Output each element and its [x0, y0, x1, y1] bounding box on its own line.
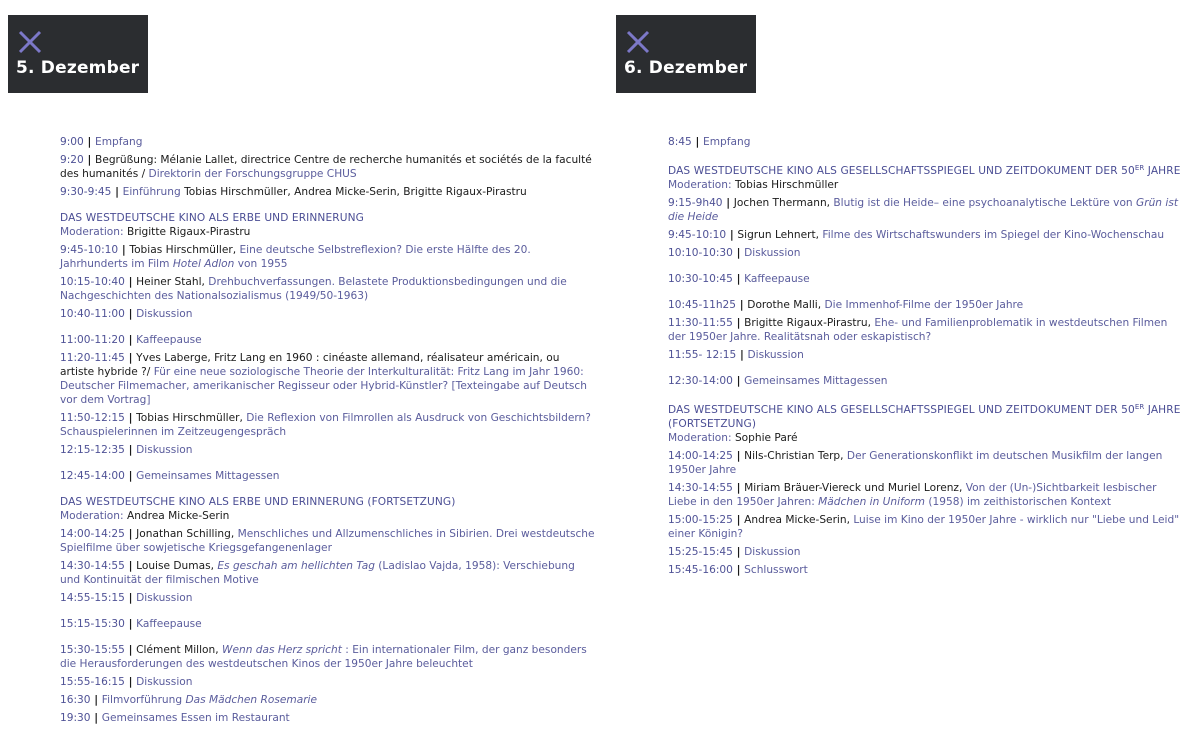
separator: | [732, 273, 745, 285]
item-title: Diskussion [136, 308, 193, 320]
item-title: Empfang [703, 136, 751, 148]
speaker-name: Tobias Hirschmüller, [129, 244, 237, 256]
day-header-1 [8, 15, 148, 93]
item-time: 15:45-16:00 [668, 564, 733, 576]
separator: | [732, 546, 745, 558]
day-header-2 [616, 15, 756, 93]
schedule-item [60, 333, 595, 347]
film-title: Es geschah am hellichten Tag [217, 560, 375, 572]
item-time: 9:20 [60, 154, 84, 166]
spacer [60, 635, 595, 643]
moderation-label: Moderation: [668, 179, 732, 191]
speaker-name: Brigitte Rigaux-Pirastru, [744, 317, 871, 329]
item-title: Kaffeepause [136, 334, 202, 346]
session-block [668, 161, 1188, 192]
spacer [60, 325, 595, 333]
item-title: Eine deutsche Selbstreflexion? Die erste Hälfte des 20. Jahrhunderts im Film [60, 244, 531, 270]
schedule-item [668, 513, 1188, 541]
item-time: 15:30-15:55 [60, 644, 125, 656]
separator: | [732, 514, 745, 526]
item-title: Schlusswort [744, 564, 808, 576]
film-title: Hotel Adlon [172, 258, 235, 270]
item-title: Der Generationskonflikt im deutschen Musikfilm der langen 1950er Jahre [668, 450, 1163, 476]
session-title-text: DAS WESTDEUTSCHE KINO ALS ERBE UND ERINNERUNG [60, 212, 364, 224]
separator: | [732, 482, 745, 494]
schedule-item [60, 559, 595, 587]
item-title: Diskussion [136, 592, 193, 604]
item-title: Empfang [95, 136, 143, 148]
separator: | [736, 299, 748, 311]
item-title: : Ein internationaler Film, der ganz besonders die Herausforderungen des westdeutschen Kinos der 1950er Jahre beleuchtet [60, 644, 587, 670]
separator: | [83, 136, 96, 148]
item-title: Diskussion [744, 247, 801, 259]
separator: | [124, 644, 137, 656]
separator: | [111, 186, 123, 198]
item-time: 9:30-9:45 [60, 186, 112, 198]
separator: | [732, 375, 745, 387]
moderation-line [60, 509, 595, 523]
separator: | [124, 352, 137, 364]
item-title: Filmvorführung [101, 694, 183, 706]
schedule-item [60, 275, 595, 303]
schedule-item [60, 675, 595, 689]
separator: | [732, 317, 745, 329]
schedule-item [668, 196, 1188, 224]
schedule-item [60, 527, 595, 555]
separator: | [124, 618, 137, 630]
schedule-item [60, 591, 595, 605]
item-time: 12:30-14:00 [668, 375, 733, 387]
spacer [668, 264, 1188, 272]
item-title: Diskussion [747, 349, 804, 361]
schedule-item [668, 348, 1188, 362]
schedule-item [60, 643, 595, 671]
separator: | [124, 560, 137, 572]
moderator-name: Andrea Micke-Serin [126, 510, 230, 522]
session-title [60, 211, 595, 225]
moderator-name: Tobias Hirschmüller [734, 179, 839, 191]
item-time: 8:45 [668, 136, 692, 148]
speaker-name: Nils-Christian Terp, [744, 450, 844, 462]
cross-icon [625, 29, 651, 55]
film-title: Mädchen in Uniform [818, 496, 925, 508]
cross-icon [17, 29, 43, 55]
item-time: 14:00-14:25 [60, 528, 125, 540]
item-title: Diskussion [744, 546, 801, 558]
separator: | [124, 412, 137, 424]
separator: | [124, 470, 137, 482]
separator: | [124, 528, 137, 540]
moderation-label: Moderation: [60, 510, 124, 522]
item-title: Luise im Kino der 1950er Jahre - wirklich nur "Liebe und Leid" einer Königin? [668, 514, 1180, 540]
item-time: 16:30 [60, 694, 91, 706]
spacer [668, 153, 1188, 161]
separator: | [83, 154, 96, 166]
item-time: 15:55-16:15 [60, 676, 125, 688]
schedule-item [668, 228, 1188, 242]
speaker-name: Sigrun Lehnert, [737, 229, 820, 241]
separator: | [90, 712, 102, 724]
item-time: 15:15-15:30 [60, 618, 125, 630]
item-title: Von der (Un-)Sichtbarkeit lesbischer Liebe in den 1950er Jahren: [668, 482, 1157, 508]
item-title-suffix: (1958) im zeithistorischen Kontext [928, 496, 1112, 508]
schedule-item [668, 481, 1188, 509]
item-time: 14:30-14:55 [668, 482, 733, 494]
speaker-names: Tobias Hirschmüller, Andrea Micke-Serin, Brigitte Rigaux-Pirastru [184, 186, 527, 198]
session-title-text: DAS WESTDEUTSCHE KINO ALS ERBE UND ERINNERUNG (FORTSETZUNG) [60, 496, 456, 508]
item-time: 10:40-11:00 [60, 308, 125, 320]
item-time: 14:00-14:25 [668, 450, 733, 462]
speaker-name: Clément Millon, [136, 644, 219, 656]
item-time: 11:55- 12:15 [668, 349, 737, 361]
spacer [60, 487, 595, 495]
session-title-text: DAS WESTDEUTSCHE KINO ALS GESELLSCHAFTSSPIEGEL UND ZEITDOKUMENT DER 50 [668, 165, 1135, 177]
session-title [60, 495, 595, 509]
speaker-name: Begrüßung: Mélanie Lallet, directrice Centre de recherche humanités et sociétés de la faculté des humanités [60, 154, 592, 180]
spacer [668, 290, 1188, 298]
schedule-item [668, 449, 1188, 477]
schedule-item [668, 563, 1188, 577]
item-time: 10:10-10:30 [668, 247, 733, 259]
session-title-suffix: JAHRE (FORTSETZUNG) [668, 404, 1181, 430]
session-block [60, 211, 595, 239]
moderation-label: Moderation: [60, 226, 124, 238]
session-title [668, 400, 1188, 431]
separator: | [124, 444, 137, 456]
item-time: 12:15-12:35 [60, 444, 125, 456]
speaker-name: Jonathan Schilling, [136, 528, 235, 540]
film-title: Grün ist die Heide [668, 197, 1179, 223]
item-time: 11:30-11:55 [668, 317, 733, 329]
item-time: 12:45-14:00 [60, 470, 125, 482]
speaker-name: Heiner Stahl, [136, 276, 205, 288]
separator: | [124, 308, 137, 320]
moderation-label: Moderation: [668, 432, 732, 444]
session-block [60, 495, 595, 523]
schedule-item [60, 307, 595, 321]
item-title: Kaffeepause [744, 273, 810, 285]
item-title: Die Reflexion von Filmrollen als Ausdruck von Geschichtsbildern? Schauspielerinnen im Zeitzeugengespräch [60, 412, 591, 438]
schedule-item [668, 545, 1188, 559]
item-title: Gemeinsames Essen im Restaurant [101, 712, 290, 724]
schedule-item [60, 351, 595, 407]
item-time: 14:55-15:15 [60, 592, 125, 604]
schedule-item [60, 411, 595, 439]
item-time: 9:00 [60, 136, 84, 148]
separator: | [732, 247, 745, 259]
schedule-item [668, 272, 1188, 286]
item-time: 19:30 [60, 712, 91, 724]
item-time: 14:30-14:55 [60, 560, 125, 572]
film-title: Wenn das Herz spricht [221, 644, 342, 656]
film-title: Das Mädchen Rosemarie [185, 694, 318, 706]
item-time: 9:45-10:10 [668, 229, 727, 241]
schedule-item [668, 246, 1188, 260]
item-title: Gemeinsames Mittagessen [136, 470, 280, 482]
item-title: Filme des Wirtschaftswunders im Spiegel der Kino-Wochenschau [822, 229, 1165, 241]
session-block [668, 400, 1188, 445]
schedule-item [668, 374, 1188, 388]
session-title-suffix: JAHRE [1147, 165, 1181, 177]
separator: | [691, 136, 704, 148]
session-title-superscript: ER [1134, 164, 1145, 172]
item-title: Gemeinsames Mittagessen [744, 375, 888, 387]
separator: | [732, 450, 745, 462]
schedule-item [668, 316, 1188, 344]
item-title: Diskussion [136, 444, 193, 456]
item-time: 15:00-15:25 [668, 514, 733, 526]
spacer [60, 609, 595, 617]
session-title-text: DAS WESTDEUTSCHE KINO ALS GESELLSCHAFTSSPIEGEL UND ZEITDOKUMENT DER 50 [668, 404, 1135, 416]
item-title: Direktorin der Forschungsgruppe CHUS [148, 168, 357, 180]
schedule-item [60, 693, 595, 707]
item-time: 10:15-10:40 [60, 276, 125, 288]
item-title: Einführung [122, 186, 181, 198]
moderation-line [668, 178, 1188, 192]
schedule-item [60, 243, 595, 271]
item-title: Diskussion [136, 676, 193, 688]
moderation-line [668, 431, 1188, 445]
item-time: 15:25-15:45 [668, 546, 733, 558]
schedule-item [60, 617, 595, 631]
schedule-item [60, 443, 595, 457]
separator: | [124, 276, 137, 288]
schedule-item [668, 135, 1188, 149]
item-title: (Ladislao Vajda, 1958): Verschiebung und Kontinuität der filmischen Motive [60, 560, 575, 586]
spacer [60, 203, 595, 211]
schedule-day-2 [668, 135, 1188, 581]
schedule-item [60, 135, 595, 149]
schedule-item [60, 469, 595, 483]
spacer [668, 392, 1188, 400]
separator: | [722, 197, 734, 209]
separator: | [90, 694, 102, 706]
item-title: Kaffeepause [136, 618, 202, 630]
speaker-name: Dorothe Malli, [747, 299, 822, 311]
schedule-item [60, 153, 595, 181]
item-title: Menschliches und Allzumenschliches in Sibirien. Drei westdeutsche Spielfilme über sowjetische Kriegsgefangenenlager [60, 528, 595, 554]
item-title: Für eine neue soziologische Theorie der Interkulturalität: Fritz Lang im Jahr 1960: Deutscher Filmemacher, amerikanischer Regisseur oder Hybrid-Künstler? [Texteingabe auf Deutsch vor dem Vortrag] [60, 366, 587, 406]
item-time: 9:45-10:10 [60, 244, 119, 256]
item-time: 11:20-11:45 [60, 352, 125, 364]
separator: | [732, 564, 745, 576]
session-title [668, 161, 1188, 178]
moderator-name: Sophie Paré [734, 432, 798, 444]
schedule-day-1 [60, 135, 595, 729]
session-title-superscript: ER [1134, 403, 1145, 411]
item-time: 10:45-11h25 [668, 299, 737, 311]
speaker-name: Tobias Hirschmüller, [136, 412, 243, 424]
item-time: 11:50-12:15 [60, 412, 125, 424]
speaker-name: Andrea Micke-Serin, [744, 514, 850, 526]
separator: | [124, 334, 137, 346]
spacer [668, 366, 1188, 374]
item-title: Die Immenhof-Filme der 1950er Jahre [824, 299, 1024, 311]
separator: | [726, 229, 738, 241]
schedule-item [60, 185, 595, 199]
speaker-name: Yves Laberge, Fritz Lang en 1960 : cinéaste allemand, réalisateur américain, ou artiste hybride ?/ [60, 352, 560, 378]
separator: | [736, 349, 748, 361]
speaker-name: Jochen Thermann, [733, 197, 831, 209]
separator: | [124, 592, 137, 604]
separator: | [118, 244, 130, 256]
moderation-line [60, 225, 595, 239]
item-title: Blutig ist die Heide– eine psychoanalytische Lektüre von [833, 197, 1133, 209]
separator-slash: / [141, 168, 149, 180]
moderator-name: Brigitte Rigaux-Pirastru [126, 226, 251, 238]
item-time: 10:30-10:45 [668, 273, 733, 285]
schedule-item [60, 711, 595, 725]
item-title: Ehe- und Familienproblematik in westdeutschen Filmen der 1950er Jahre. Realitätsnah oder eskapistisch? [668, 317, 1168, 343]
speaker-name: Louise Dumas, [136, 560, 214, 572]
day-title: 5. Dezember [16, 58, 140, 78]
item-time: 9:15-9h40 [668, 197, 723, 209]
schedule-item [668, 298, 1188, 312]
speaker-name: Miriam Bräuer-Viereck und Muriel Lorenz, [744, 482, 963, 494]
item-title: Drehbuchverfassungen. Belastete Produktionsbedingungen und die Nachgeschichten des Nationalsozialismus (1949/50-1963) [60, 276, 567, 302]
separator: | [124, 676, 137, 688]
item-time: 11:00-11:20 [60, 334, 125, 346]
spacer [60, 461, 595, 469]
day-title: 6. Dezember [624, 58, 748, 78]
item-title-suffix: von 1955 [237, 258, 288, 270]
